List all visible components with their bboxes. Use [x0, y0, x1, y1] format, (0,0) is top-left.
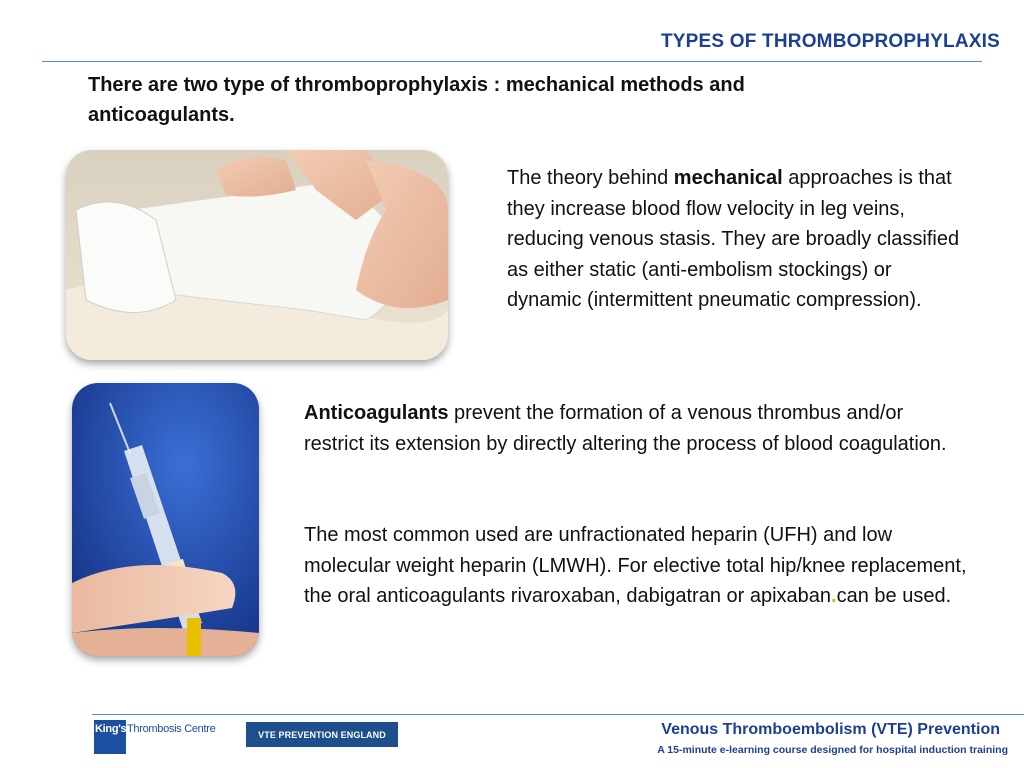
kings-thrombosis-centre-logo	[94, 720, 234, 754]
common-text-main: The most common used are unfractionated heparin (UFH) and low molecular weight heparin (LMWH). For elective total hip/knee replacement, the oral anticoagulants rivaroxaban, dabigatran or apixaban	[304, 524, 967, 607]
page-title: TYPES OF THROMBOPROPHYLAXIS	[661, 31, 1000, 52]
logo-kings-text: King's	[95, 723, 127, 735]
anticoagulants-description	[304, 398, 964, 459]
mechanical-prefix: The theory behind	[507, 167, 674, 189]
common-text-end: can be used.	[836, 585, 952, 607]
intro-heading: There are two type of thromboprophylaxis : mechanical methods and anticoagulants.	[88, 74, 745, 126]
highlight-mark: .	[831, 585, 837, 607]
common-anticoagulants-text	[304, 520, 969, 612]
mechanical-body: approaches is that they increase blood flow velocity in leg veins, reducing venous stasis. They are broadly classified as either static (anti-embolism stockings) or dynamic (intermittent pneumatic compression).	[507, 167, 960, 311]
mechanical-keyword: mechanical	[673, 167, 783, 189]
vte-prevention-england-badge: VTE PREVENTION ENGLAND	[246, 722, 398, 747]
anticoagulants-body: prevent the formation of a venous thrombus and/or restrict its extension by directly altering the process of blood coagulation.	[304, 402, 947, 455]
course-title: Venous Thromboembolism (VTE) Prevention	[661, 721, 1000, 738]
anticoagulants-keyword: Anticoagulants	[304, 402, 449, 424]
course-subtitle: A 15-minute e-learning course designed for hospital induction training	[657, 744, 1008, 756]
header-divider	[42, 61, 982, 62]
footer-divider	[92, 714, 1024, 715]
anti-embolism-stocking-photo	[66, 150, 448, 360]
logo-centre-text: Thrombosis Centre	[127, 723, 216, 735]
syringe-photo	[72, 383, 259, 656]
mechanical-description	[507, 163, 967, 316]
